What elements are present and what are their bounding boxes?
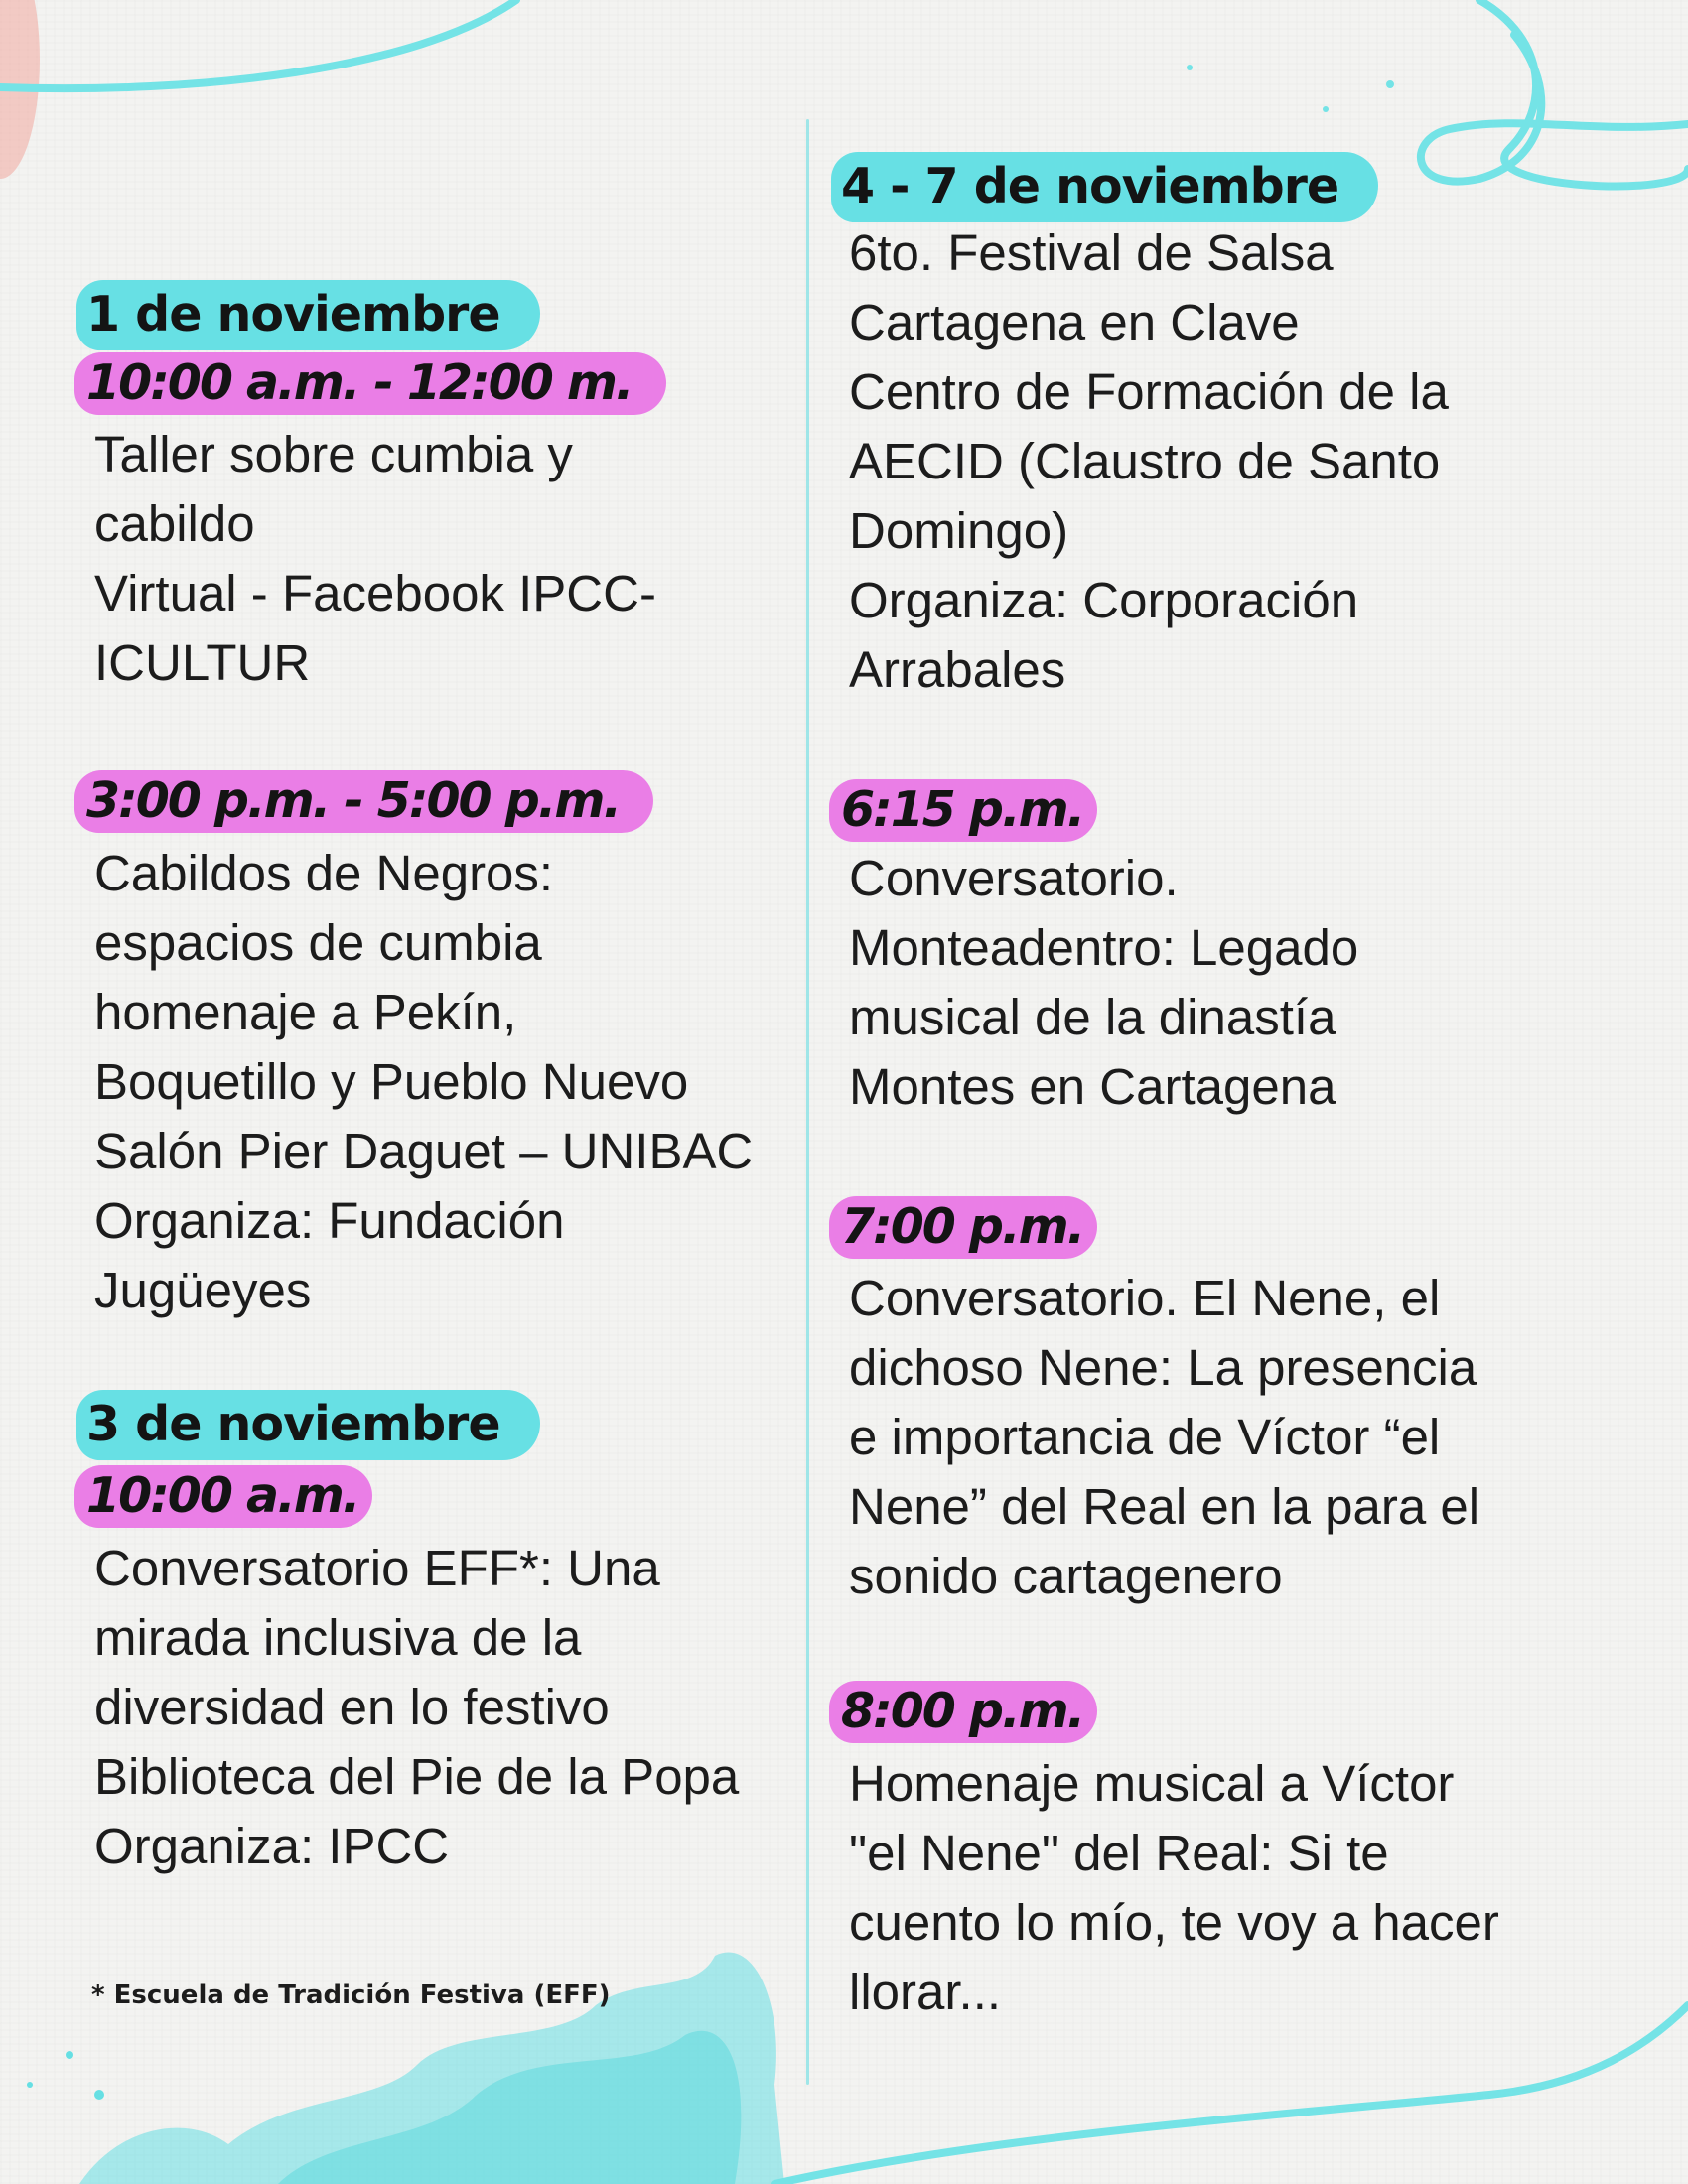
- event-description: 6to. Festival de Salsa Cartagena en Clave Centro de Formación de la AECID (Claustro de Santo Domingo) Organiza: Corporación Arrabales: [849, 224, 1449, 698]
- time-slot: 8:00 p.m.: [829, 1681, 1097, 1743]
- event-description: Conversatorio EFF*: Una mirada inclusiva de la diversidad en lo festivo Biblioteca del Pie de la Popa Organiza: IPCC: [94, 1540, 740, 1874]
- event-description: Homenaje musical a Víctor "el Nene" del Real: Si te cuento lo mío, te voy a hacer llorar...: [849, 1755, 1499, 2020]
- date-nov-4-7: 4 - 7 de noviembre: [831, 152, 1378, 222]
- time-slot: 10:00 a.m. - 12:00 m.: [74, 352, 666, 415]
- event-description: Cabildos de Negros: espacios de cumbia homenaje a Pekín, Boquetillo y Pueblo Nuevo Salón Pier Daguet – UNIBAC Organiza: Fundación Jugüeyes: [94, 845, 754, 1318]
- event-description: Conversatorio. Monteadentro: Legado musical de la dinastía Montes en Cartagena: [849, 850, 1359, 1115]
- time-slot: 3:00 p.m. - 5:00 p.m.: [74, 770, 653, 833]
- column-divider: [806, 119, 809, 2085]
- event-description: Taller sobre cumbia y cabildo Virtual - Facebook IPCC- ICULTUR: [94, 426, 656, 691]
- date-nov-1: 1 de noviembre: [76, 280, 540, 350]
- event-description: Conversatorio. El Nene, el dichoso Nene: La presencia e importancia de Víctor “el Nene” del Real en la para el sonido cartagenero: [849, 1270, 1480, 1604]
- footnote: * Escuela de Tradición Festiva (EFF): [91, 1980, 611, 2010]
- time-slot: 6:15 p.m.: [829, 779, 1097, 842]
- date-nov-3: 3 de noviembre: [76, 1390, 540, 1460]
- time-slot: 7:00 p.m.: [829, 1196, 1097, 1259]
- time-slot: 10:00 a.m.: [74, 1465, 372, 1528]
